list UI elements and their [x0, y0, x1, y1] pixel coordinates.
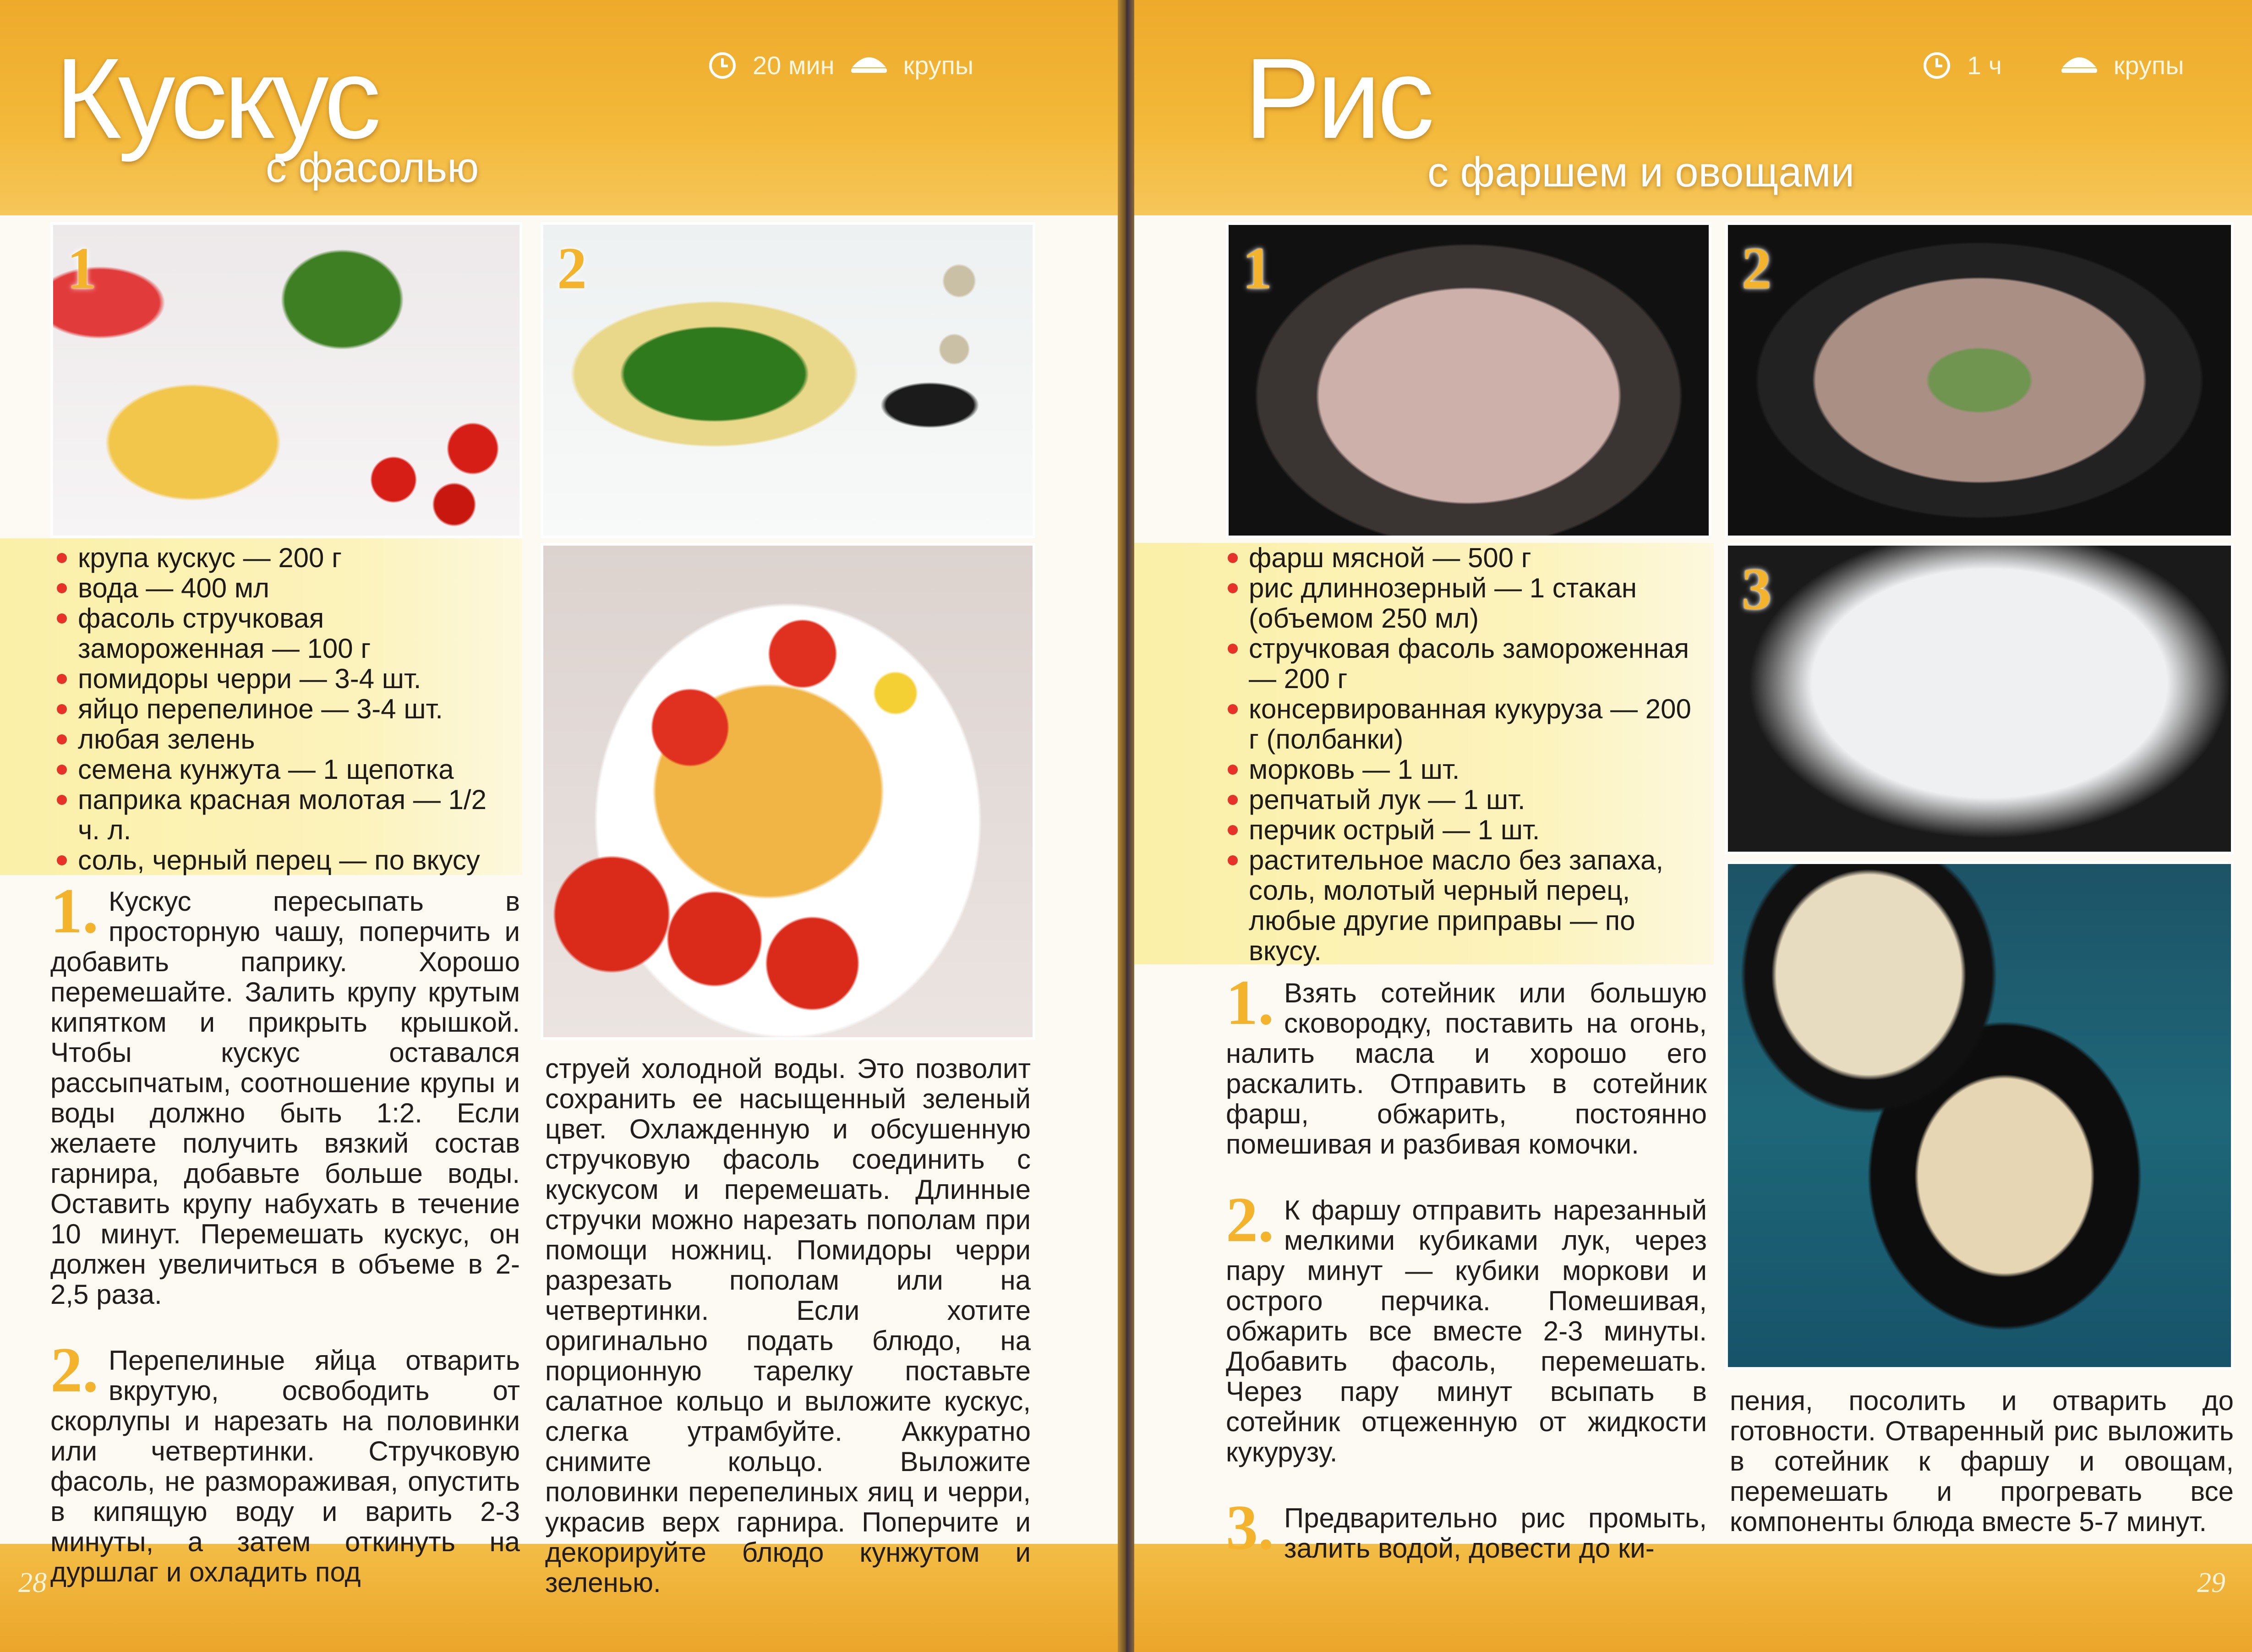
bowl-icon: [2061, 53, 2098, 78]
page-number: 29: [2197, 1567, 2225, 1598]
ingredient-item: соль, черный перец — по вкусу: [50, 845, 513, 875]
ingredient-item: крупа кускус — 200 г: [50, 543, 513, 573]
step-number: 2.: [50, 1335, 98, 1406]
photo-step-number: 1: [67, 235, 97, 301]
step-2-continuation: струей холодной воды. Это позволит сохранить ее насыщенный зеленый цвет. Охлажденную и обсушенную стручковую фасоль соединить с кускусом и перемешать. Длинные стручки можно нарезать пополам при помощи ножниц. Помидоры черри разрезать пополам или на четвертинки. Если хотите оригинально подать блюдо, на порционную тарелку поставьте салатное кольцо и выложите кускус, слегка утрамбуйте. Аккуратно снимите кольцо. Выложите половинки перепелиных яиц и черри, украсив верх гарнира. Поперчите и декорируйте блюдо кунжутом и зеленью.: [545, 1053, 1031, 1598]
step-text: К фаршу отправить нарезанный мелкими кубиками лук, через пару минут — кубики моркови и острого перчика. Помешивая, обжарить все вместе 2-3 минуты. Добавить фасоль, перемешать. Через пару минут всыпать в сотейник отцеженную от жидкости кукурузу.: [1226, 1195, 1707, 1467]
continuation-column: [545, 1054, 1031, 1598]
ingredient-item: морковь — 1 шт.: [1221, 755, 1698, 785]
step-text: Перепелиные яйца отварить вкрутую, освободить от скорлупы и нарезать на половинки или четвертинки. Стручковую фасоль, не размораживая, опустить в кипящую воду и варить 2-3 минуты, а затем откинуть на дуршлаг и охладить под: [50, 1345, 520, 1587]
clock-icon: [1922, 51, 1951, 80]
final-dish-photo: [1725, 861, 2234, 1370]
step-number: 1.: [1226, 967, 1274, 1038]
clock-icon: [708, 51, 737, 80]
step-text: Предварительно рис промыть, залить водой, довести до ки-: [1284, 1503, 1707, 1564]
ingredient-item: консервированная кукуруза — 200 г (полбанки): [1221, 694, 1698, 755]
right-page: [1134, 0, 2252, 1652]
ingredient-item: репчатый лук — 1 шт.: [1221, 785, 1698, 815]
page-number: 28: [18, 1567, 47, 1598]
recipe-meta: [708, 50, 973, 80]
steps-column: [1226, 967, 1707, 1599]
ingredients-list: [50, 543, 513, 875]
steps-column: [50, 875, 520, 1623]
step-1: [1226, 967, 1707, 1160]
photo-step-number: 3: [1742, 556, 1771, 622]
recipe-title: [55, 34, 378, 162]
photo-step-number: 2: [557, 235, 587, 301]
recipe-title-main: Кускус: [55, 34, 378, 162]
ingredient-item: вода — 400 мл: [50, 573, 513, 603]
step-photo-3: [1725, 543, 2234, 854]
ingredient-item: любая зелень: [50, 724, 513, 755]
step-2: [50, 1335, 520, 1587]
recipe-subtitle: с фасолью: [266, 144, 479, 191]
step-photo-2: [1725, 222, 2234, 538]
book-gutter: [1118, 0, 1134, 1652]
cook-time: 20 мин: [753, 51, 835, 80]
step-text: Взять сотейник или большую сковородку, поставить на огонь, налить масла и хорошо его раскалить. Отправить в сотейник фарш, обжарить, постоянно помешивая и разбивая комочки.: [1226, 978, 1707, 1160]
ingredient-item: паприка красная молотая — 1/2 ч. л.: [50, 785, 513, 845]
recipe-subtitle: с фаршем и овощами: [1427, 149, 1854, 196]
step-photo-1: [50, 222, 522, 538]
step-2: [1226, 1184, 1707, 1467]
ingredient-item: семена кунжута — 1 щепотка: [50, 755, 513, 785]
cook-time: 1 ч: [1967, 51, 2002, 80]
ingredient-item: перчик острый — 1 шт.: [1221, 815, 1698, 845]
step-text: Кускус пересыпать в просторную чашу, поперчить и добавить паприку. Хорошо перемешайте. Залить крупу крутым кипятком и прикрыть крышкой. Чтобы кускус оставался рассыпчатым, соотношение крупы и воды должно быть 1:2. Если желаете получить вязкий состав гарнира, добавьте больше воды. Оставить крупу набухать в течение 10 минут. Перемешать кускус, он должен увеличиться в объеме в 2-2,5 раза.: [50, 886, 520, 1310]
step-photo-1: [1226, 222, 1711, 538]
step-3: [1226, 1492, 1707, 1564]
step-photo-2: [541, 222, 1035, 538]
recipe-meta: [1922, 50, 2184, 80]
ingredients-list: [1221, 543, 1698, 966]
step-3-continuation: пения, посолить и отварить до готовности. Отваренный рис выложить в сотейник к фаршу и овощам, перемешать и прогревать все компоненты блюда вместе 5-7 минут.: [1730, 1385, 2234, 1537]
left-page: [0, 0, 1118, 1652]
recipe-title-main: Рис: [1244, 34, 1431, 162]
recipe-title: [1244, 34, 1431, 162]
ingredients-box: [1134, 543, 1714, 964]
ingredient-item: фасоль стручковая замороженная — 100 г: [50, 603, 513, 664]
ingredient-item: растительное масло без запаха, соль, молотый черный перец, любые другие приправы — по вкусу.: [1221, 845, 1698, 966]
ingredient-item: яйцо перепелиное — 3-4 шт.: [50, 694, 513, 724]
step-number: 2.: [1226, 1184, 1274, 1255]
category-label: крупы: [2113, 51, 2184, 80]
final-dish-photo: [541, 543, 1035, 1040]
ingredients-box: [0, 538, 522, 875]
photo-step-number: 1: [1242, 235, 1272, 301]
photo-step-number: 2: [1742, 235, 1771, 301]
ingredient-item: рис длиннозерный — 1 стакан (объемом 250 мл): [1221, 573, 1698, 634]
step-number: 1.: [50, 875, 98, 946]
continuation-column: [1730, 1386, 2234, 1537]
bowl-icon: [850, 53, 888, 78]
category-label: крупы: [903, 51, 974, 80]
ingredient-item: стручковая фасоль замороженная — 200 г: [1221, 634, 1698, 694]
ingredient-item: фарш мясной — 500 г: [1221, 543, 1698, 573]
ingredient-item: помидоры черри — 3-4 шт.: [50, 664, 513, 694]
step-number: 3.: [1226, 1492, 1274, 1563]
step-1: [50, 875, 520, 1310]
